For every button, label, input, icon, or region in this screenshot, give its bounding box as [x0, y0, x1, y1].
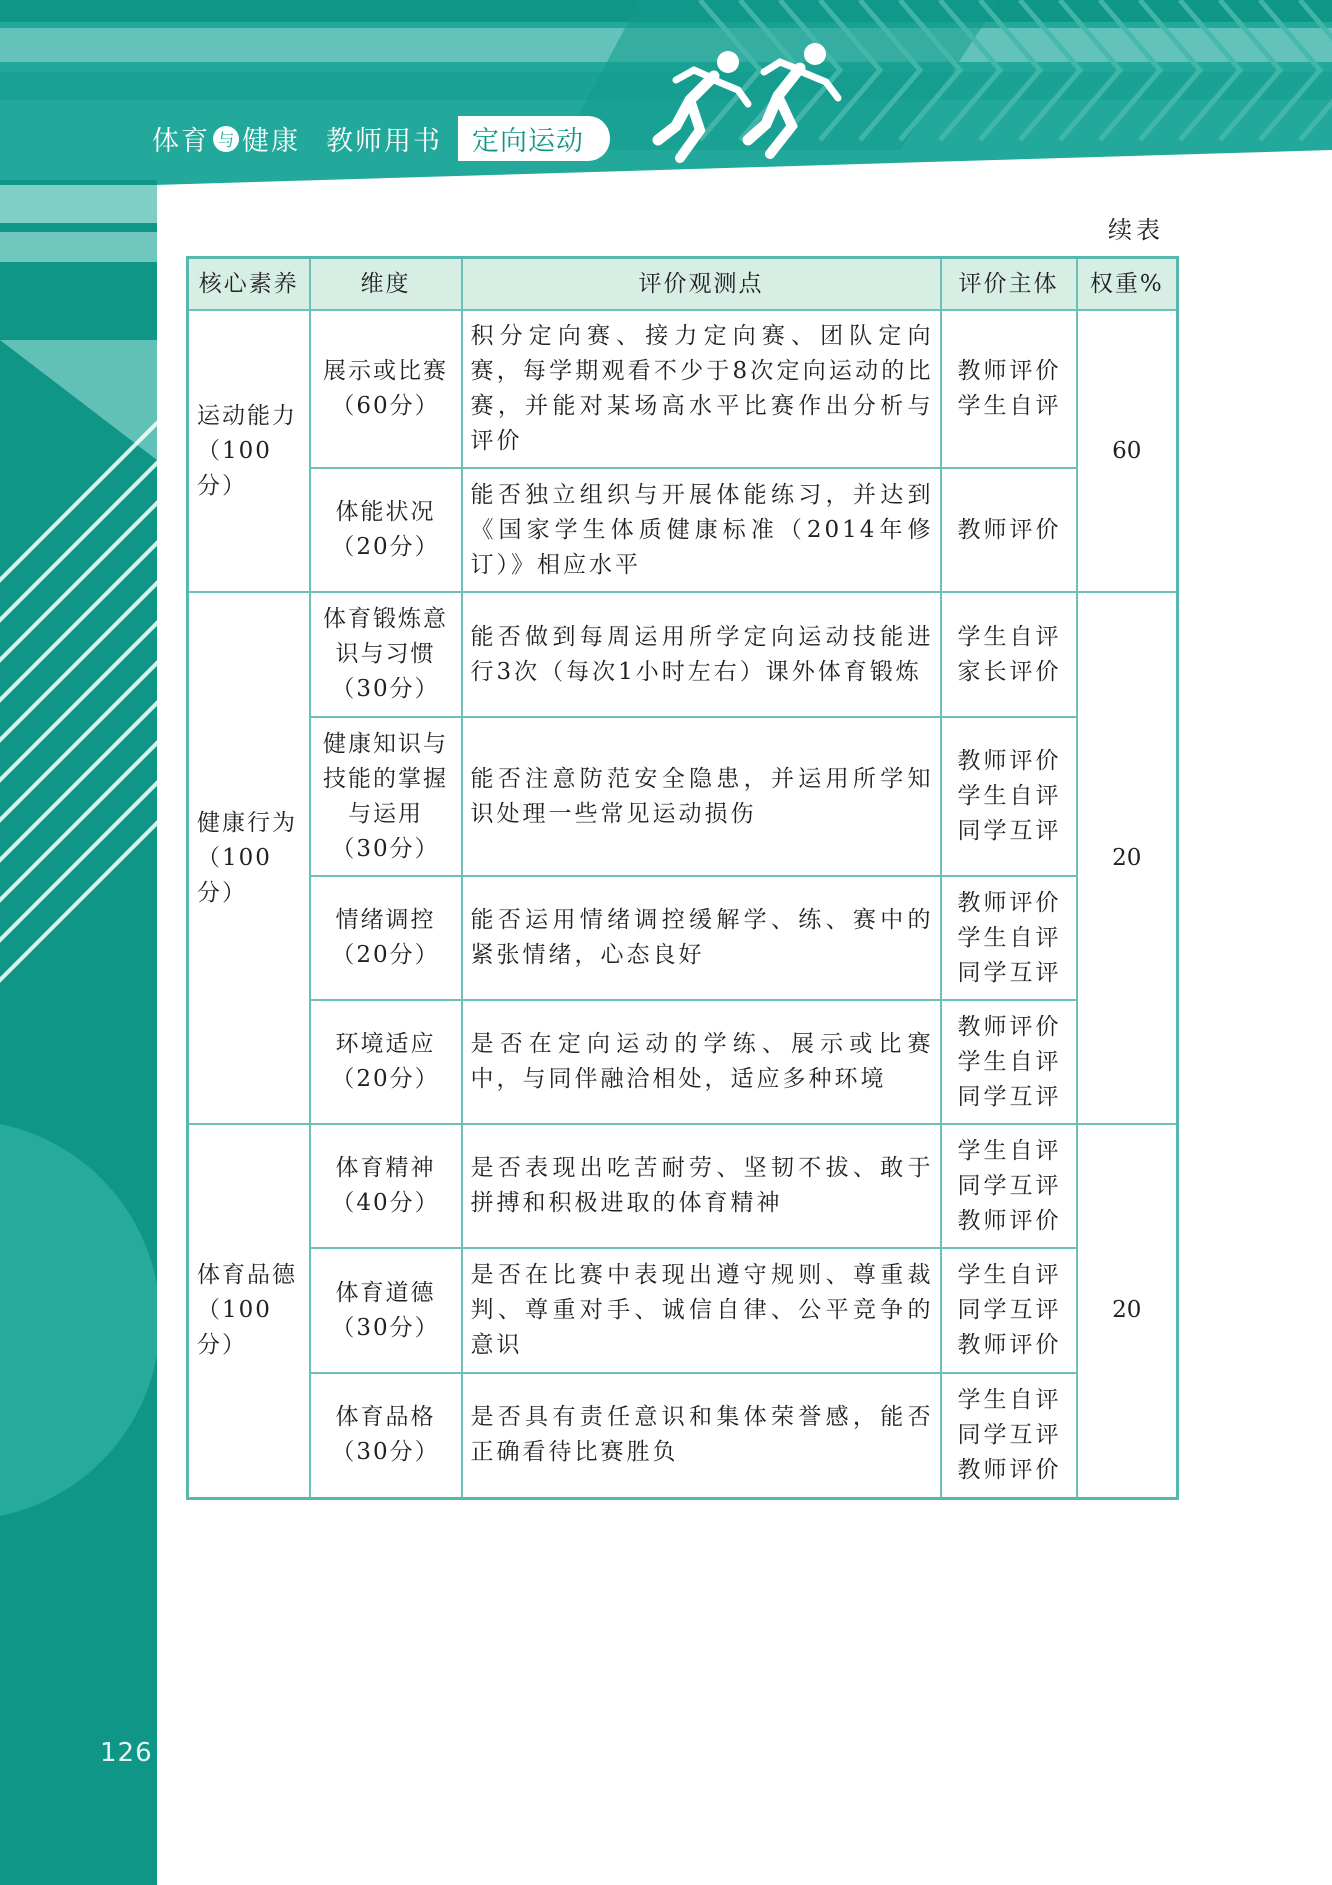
observation-cell: 是否在比赛中表现出遵守规则、尊重裁判、尊重对手、诚信自律、公平竞争的意识: [462, 1248, 941, 1373]
evaluator-cell: 学生自评 同学互评 教师评价: [941, 1248, 1077, 1373]
column-header: 维度: [310, 258, 462, 311]
table-row: [188, 1248, 1178, 1373]
evaluator-cell: 学生自评 同学互评 教师评价: [941, 1124, 1077, 1248]
observation-cell: 能否注意防范安全隐患，并运用所学知识处理一些常见运动损伤: [462, 717, 941, 876]
table-row: [188, 592, 1178, 717]
evaluation-table: [186, 256, 1179, 1500]
evaluator-cell: 教师评价 学生自评 同学互评: [941, 1000, 1077, 1124]
table-row: [188, 468, 1178, 592]
dimension-cell: 体育锻炼意 识与习惯 （30分）: [310, 592, 462, 717]
evaluator-cell: 学生自评 家长评价: [941, 592, 1077, 717]
running-header: [152, 116, 610, 161]
evaluator-cell: 教师评价 学生自评 同学互评: [941, 876, 1077, 1000]
table-header-row: [188, 258, 1178, 311]
column-header: 评价主体: [941, 258, 1077, 311]
observation-cell: 能否独立组织与开展体能练习，并达到《国家学生体质健康标准（2014年修订）》相应水平: [462, 468, 941, 592]
column-header: 权重%: [1077, 258, 1178, 311]
dimension-cell: 情绪调控 （20分）: [310, 876, 462, 1000]
observation-cell: 是否表现出吃苦耐劳、坚韧不拔、敢于拼搏和积极进取的体育精神: [462, 1124, 941, 1248]
column-header: 评价观测点: [462, 258, 941, 311]
page-number: 126: [100, 1738, 153, 1768]
observation-cell: 能否做到每周运用所学定向运动技能进行3次（每次1小时左右）课外体育锻炼: [462, 592, 941, 717]
header-book-type: 教师用书: [326, 126, 442, 157]
weight-cell: 20: [1077, 1124, 1178, 1498]
table-row: [188, 1124, 1178, 1248]
dimension-cell: 环境适应 （20分）: [310, 1000, 462, 1124]
column-header: 核心素养: [188, 258, 310, 311]
dimension-cell: 体育精神 （40分）: [310, 1124, 462, 1248]
observation-cell: 是否在定向运动的学练、展示或比赛中，与同伴融洽相处，适应多种环境: [462, 1000, 941, 1124]
continued-label: 续表: [1108, 216, 1164, 244]
table-row: [188, 717, 1178, 876]
observation-cell: 是否具有责任意识和集体荣誉感，能否正确看待比赛胜负: [462, 1373, 941, 1498]
dimension-cell: 体能状况 （20分）: [310, 468, 462, 592]
header-band: [0, 0, 1332, 190]
dimension-cell: 体育品格 （30分）: [310, 1373, 462, 1498]
core-literacy-cell: 体育品德 （100分）: [188, 1124, 310, 1498]
table-row: [188, 1373, 1178, 1498]
evaluator-cell: 教师评价: [941, 468, 1077, 592]
core-literacy-cell: 运动能力 （100分）: [188, 310, 310, 592]
evaluator-cell: 教师评价 学生自评: [941, 310, 1077, 468]
evaluator-cell: 学生自评 同学互评 教师评价: [941, 1373, 1077, 1498]
observation-cell: 积分定向赛、接力定向赛、团队定向赛，每学期观看不少于8次定向运动的比赛，并能对某场高水平比赛作出分析与评价: [462, 310, 941, 468]
dimension-cell: 展示或比赛 （60分）: [310, 310, 462, 468]
evaluator-cell: 教师评价 学生自评 同学互评: [941, 717, 1077, 876]
observation-cell: 能否运用情绪调控缓解学、练、赛中的紧张情绪，心态良好: [462, 876, 941, 1000]
dimension-cell: 体育道德 （30分）: [310, 1248, 462, 1373]
table-row: [188, 310, 1178, 468]
dimension-cell: 健康知识与 技能的掌握 与运用 （30分）: [310, 717, 462, 876]
header-title-part1: 体育: [152, 126, 210, 157]
table-row: [188, 1000, 1178, 1124]
weight-cell: 60: [1077, 310, 1178, 592]
weight-cell: 20: [1077, 592, 1178, 1124]
header-title-connector: 与: [213, 126, 239, 152]
header-title-part2: 健康: [242, 126, 300, 157]
core-literacy-cell: 健康行为 （100分）: [188, 592, 310, 1124]
chapter-tag: 定向运动: [458, 116, 610, 161]
table-row: [188, 876, 1178, 1000]
